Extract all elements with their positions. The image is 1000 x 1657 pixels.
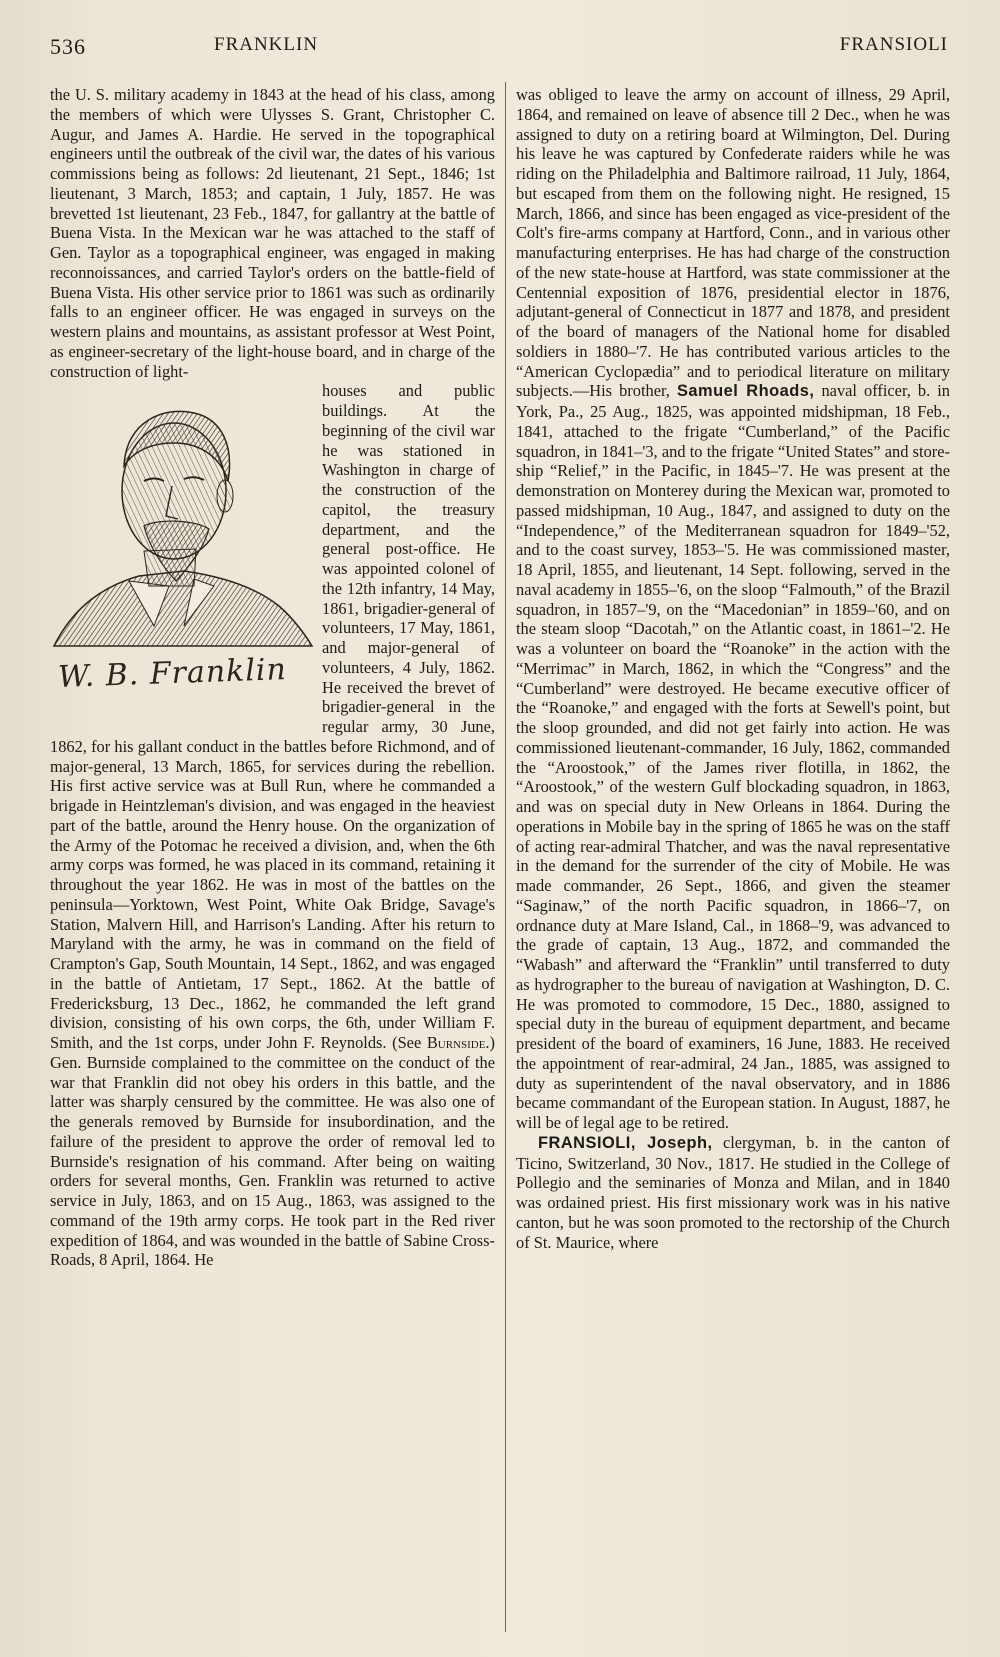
franklin-bio-conclusion [516,85,950,1133]
fransioli-bio: clergyman, b. in the canton of Ticino, Switzerland, 30 Nov., 1817. He studied in the College of Pollegio and the seminaries of Monza and Milan, and in 1840 was ordained priest. His first missionary work was in his native canton, but he was soon promoted to the rectorship of the Church of St. Maurice, where [516,1132,950,1252]
franklin-bio-middle: houses and public buildings. At the beginning of the civil war he was stationed in Washington in charge of the construction of the capitol, the treasury department, and the general post-office. He was appointed colonel of the 12th infantry, 14 May, 1861, brigadier-general of volunteers, 17 May, 1861, and major-general of volunteers, 4 July, 1862. He received the brevet of brigadier-general in the regular army, 30 June, 1862, for his gallant conduct in the battles before Richmond, and of major-general, 13 March, 1865, for services during the rebellion. His first active service was at Bull Run, where he commanded a brigade in Heintzleman's division, and was engaged in the heaviest part of the battle, around the Henry house. On the organization of the Army of the Potomac he received a division, and, when the 6th army corps was formed, he was placed in its command, retaining it throughout the year 1862. He was in most of the battles on the peninsula—Yorktown, West Point, White Oak Bridge, Savage's Station, Malvern Hill, and Harrison's Landing. After his return to Maryland with the army, he was in command on the field of Crampton's Gap, South Mountain, 14 Sept., 1862, and was engaged in the battle of Antietam, 17 Sept., 1862. At the battle of Fredericksburg, 13 Dec., 1862, he commanded the left grand division, consisting of his own corps, the 6th, under William F. Smith, and the 1st corps, under John F. Reynolds. (See [50,381,495,1052]
franklin-bio-conclusion-text: was obliged to leave the army on account of illness, 29 April, 1864, and remained on leave of absence till 2 Dec., when he was assigned to duty on a retiring board at Wilmington, Del. During his leave he was captured by Confederate raiders while he was riding on the Philadelphia and Baltimore railroad, 11 July, 1864, but escaped from them on the following night. He resigned, 15 March, 1866, and since has been engaged as vice-president of the Colt's fire-arms company at Hartford, Conn., and in various other manufacturing enterprises. He has had charge of the construction of the new state-house at Hartford, was state commissioner at the Centennial exposition of 1876, presidential elector in 1876, adjutant-general of Connecticut in 1877 and 1878, and president of the board of managers of the National home for disabled soldiers in 1880–'7. He has contributed various articles to the “American Cyclopædia” and to periodical literature on military subjects.—His brother, [516,85,950,401]
samuel-rhoads-bio: naval officer, b. in York, Pa., 25 Aug., 1825, was appointed midshipman, 18 Feb., 1841, attached to the frigate “Cumberland,” of the Pacific squadron, in 1841–'3, and to the frigate “United States” and store-ship “Relief,” in the Pacific, in 1845–'7. He was present at the demonstration on Monterey during the Mexican war, promoted to passed midshipman, 10 Aug., 1847, and assigned to duty on the “Independence,” of the Mediterranean squadron for 1849–'52, and to the coast survey, 1853–'5. He was commissioned master, 18 April, 1855, and lieutenant, 14 Sept. following, served in the naval academy in 1855–'6, on the sloop “Falmouth,” of the Brazil squadron, in 1857–'9, on the “Macedonian” in 1859–'60, and on the steam sloop “Dacotah,” on the Atlantic coast, in 1861–'2. He was a volunteer on board the “Roanoke” in the action with the “Merrimac” in March, 1862, in which the “Congress” and the “Cumberland” were destroyed. He became executive officer of the “Roanoke,” and engaged with the forts at Sewell's point, but the sloop grounded, and did not get fairly into action. He was commissioned lieutenant-commander, 16 July, 1862, commanded the “Aroostook,” of the James river flotilla, in 1862, the “Aroostook,” of the western Gulf blockading squadron, in 1863, and was on special duty in New Orleans in 1864. During the operations in Mobile bay in the spring of 1865 he was on the staff of acting rear-admiral Thatcher, and was the naval representative in the demand for the surrender of the city of Mobile. He was made commander, 26 Sept., 1866, and given the steamer “Saginaw,” of the north Pacific squadron, in 1866–'7, on ordnance duty at Mare Island, Cal., in 1868–'9, was advanced to the grade of captain, 13 Aug., 1872, and commanded the “Wabash” and afterward the “Franklin” until transferred to duty as hydrographer to the bureau of navigation at Washington, D. C. He was promoted to commodore, 15 Dec., 1880, assigned to special duty in the bureau of equipment department, and became president of the board of examiners, 16 June, 1883. He received the appointment of rear-admiral, 24 Jan., 1885, was assigned to duty as superintendent of the naval observatory, and in 1886 became commandant of the European station. In August, 1887, he will be of legal age to be retired. [516,381,950,1132]
portrait-image [50,381,314,661]
left-running-head: FRANKLIN [214,34,319,55]
right-running-head: FRANSIOLI [839,34,948,55]
cross-reference-burnside: Burnside. [426,1033,490,1052]
portrait-engraving [50,381,314,726]
left-column [50,85,495,1630]
running-header [50,34,948,60]
page-number: 536 [50,34,86,59]
fransioli-entry [516,1133,950,1253]
entry-name-samuel-rhoads: Samuel Rhoads, [676,382,815,401]
franklin-bio-start: the U. S. military academy in 1843 at the head of his class, among the members of which were Ulysses S. Grant, Christopher C. Augur, and James A. Hardie. He served in the topographical engineers until the outbreak of the civil war, the dates of his various commissions being as follows: 2d lieutenant, 21 Sept., 1846; 1st lieutenant, 3 March, 1853; and captain, 1 July, 1857. He was brevetted 1st lieutenant, 23 Feb., 1847, for gallantry at the battle of Buena Vista. In the Mexican war he was attached to the staff of Gen. Taylor as a topographical engineer, was engaged in making reconnoissances, and carried Taylor's orders on the battle-field of Buena Vista. His other service prior to 1861 was such as ordinarily falls to an engineer officer. He was engaged in surveys on the western plains and mountains, as assistant professor at West Point, as engineer-secretary of the light-house board, and in charge of the construction of light- [50,85,495,381]
entry-name-fransioli: FRANSIOLI, Joseph, [538,1133,713,1152]
portrait-signature: W. B. Franklin [57,652,288,696]
right-column [516,85,950,1630]
franklin-bio-end: ) Gen. Burnside complained to the committee on the conduct of the war that Franklin did not obey his orders in this battle, and the latter was sharply censured by the committee. He was also one of the generals removed by Burnside for insubordination, and the failure of the president to approve the order of removal led to Burnside's resignation of his command. After being on waiting orders for several months, Gen. Franklin was returned to active service in July, 1863, and on 15 Aug., 1863, was assigned to the command of the 19th army corps. He took part in the Red river expedition of 1864, and was wounded in the battle of Sabine Cross-Roads, 8 April, 1864. He [50,1033,495,1270]
column-divider [505,82,506,1632]
